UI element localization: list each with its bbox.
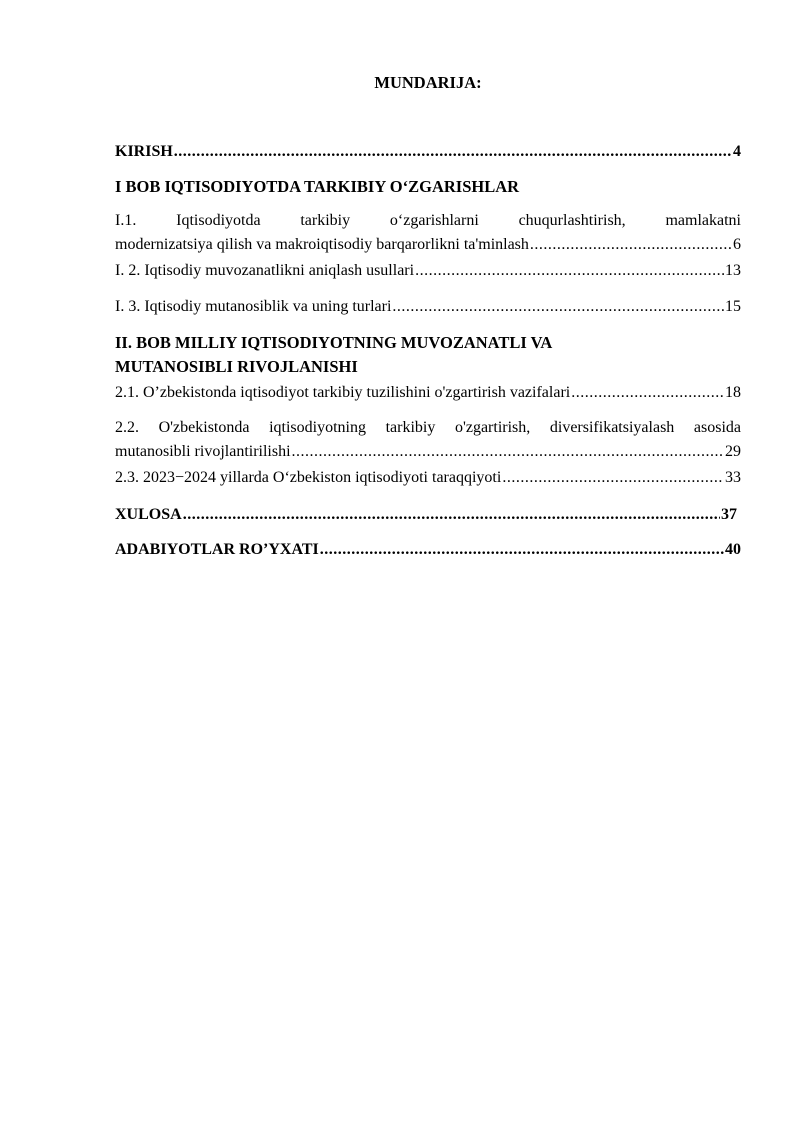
- toc-entry-label: ADABIYOTLAR RO’YXATI: [115, 541, 319, 558]
- toc-entry-label: I. 2. Iqtisodiy muvozanatlikni aniqlash usullari: [115, 262, 415, 279]
- toc-page-number: 13: [725, 262, 741, 279]
- toc-entry-label: 2.1. O’zbekistonda iqtisodiyot tarkibiy tuzilishini o'zgartirish vazifalari: [115, 384, 571, 401]
- chapter-heading-line: MUTANOSIBLI RIVOJLANISHI: [115, 357, 358, 376]
- toc-page-number: 18: [725, 384, 741, 401]
- toc-entry-line: [115, 209, 741, 233]
- toc-entry-2-1[interactable]: [115, 381, 741, 405]
- toc-entry-xulosa[interactable]: [115, 503, 737, 527]
- word: o‘zgarishlarni: [389, 212, 479, 229]
- chapter-heading-line: II. BOB MILLIY IQTISODIYOTNING MUVOZANATLI VA: [115, 333, 553, 352]
- toc-entry-label: KIRISH: [115, 143, 173, 160]
- toc-entry-1-1[interactable]: [115, 209, 741, 257]
- toc-page-number: 4: [733, 143, 741, 160]
- toc-page-number: 6: [733, 236, 741, 253]
- toc-entry-label: 2.3. 2023−2024 yillarda O‘zbekiston iqtisodiyoti taraqqiyoti: [115, 469, 502, 486]
- toc-entry-2-3[interactable]: [115, 466, 741, 490]
- word: chuqurlashtirish,: [518, 212, 626, 229]
- dot-leader: [415, 259, 724, 283]
- chapter-heading-1[interactable]: I BOB IQTISODIYOTDA TARKIBIY O‘ZGARISHLAR: [115, 177, 520, 196]
- dot-leader: [292, 440, 724, 464]
- toc-page-number: 37: [721, 506, 737, 523]
- dot-leader: [530, 233, 732, 257]
- toc-entry-adabiyotlar[interactable]: [115, 538, 741, 562]
- toc-page-number: 29: [725, 443, 741, 460]
- dot-leader: [571, 381, 724, 405]
- toc-entry-label: mutanosibli rivojlantirilishi: [115, 443, 291, 460]
- chapter-heading-2[interactable]: [115, 331, 741, 379]
- dot-leader: [502, 466, 724, 490]
- dot-leader: [183, 503, 720, 527]
- dot-leader: [392, 295, 724, 319]
- toc-entry-1-2[interactable]: [115, 259, 741, 283]
- toc-entry-1-3[interactable]: [115, 295, 741, 319]
- word: tarkibiy: [300, 212, 351, 229]
- toc-page-number: 40: [725, 541, 741, 558]
- word: mamlakatni: [665, 212, 741, 229]
- page-title: MUNDARIJA:: [374, 73, 482, 92]
- toc-page-number: 15: [725, 298, 741, 315]
- toc-entry-2-2[interactable]: [115, 416, 741, 464]
- dot-leader: [320, 538, 724, 562]
- toc-entry-label: modernizatsiya qilish va makroiqtisodiy barqarorlikni ta'minlash: [115, 236, 529, 253]
- toc-page-number: 33: [725, 469, 741, 486]
- toc-entry-label: I. 3. Iqtisodiy mutanosiblik va uning turlari: [115, 298, 392, 315]
- word: Iqtisodiyotda: [176, 212, 261, 229]
- toc-entry-line: 2.2. O'zbekistonda iqtisodiyotning tarkibiy o'zgartirish, diversifikatsiyalash asosida: [115, 419, 741, 436]
- word: I.1.: [115, 212, 137, 229]
- toc-entry-kirish[interactable]: [115, 140, 741, 164]
- toc-entry-label: XULOSA: [115, 506, 182, 523]
- dot-leader: [174, 140, 732, 164]
